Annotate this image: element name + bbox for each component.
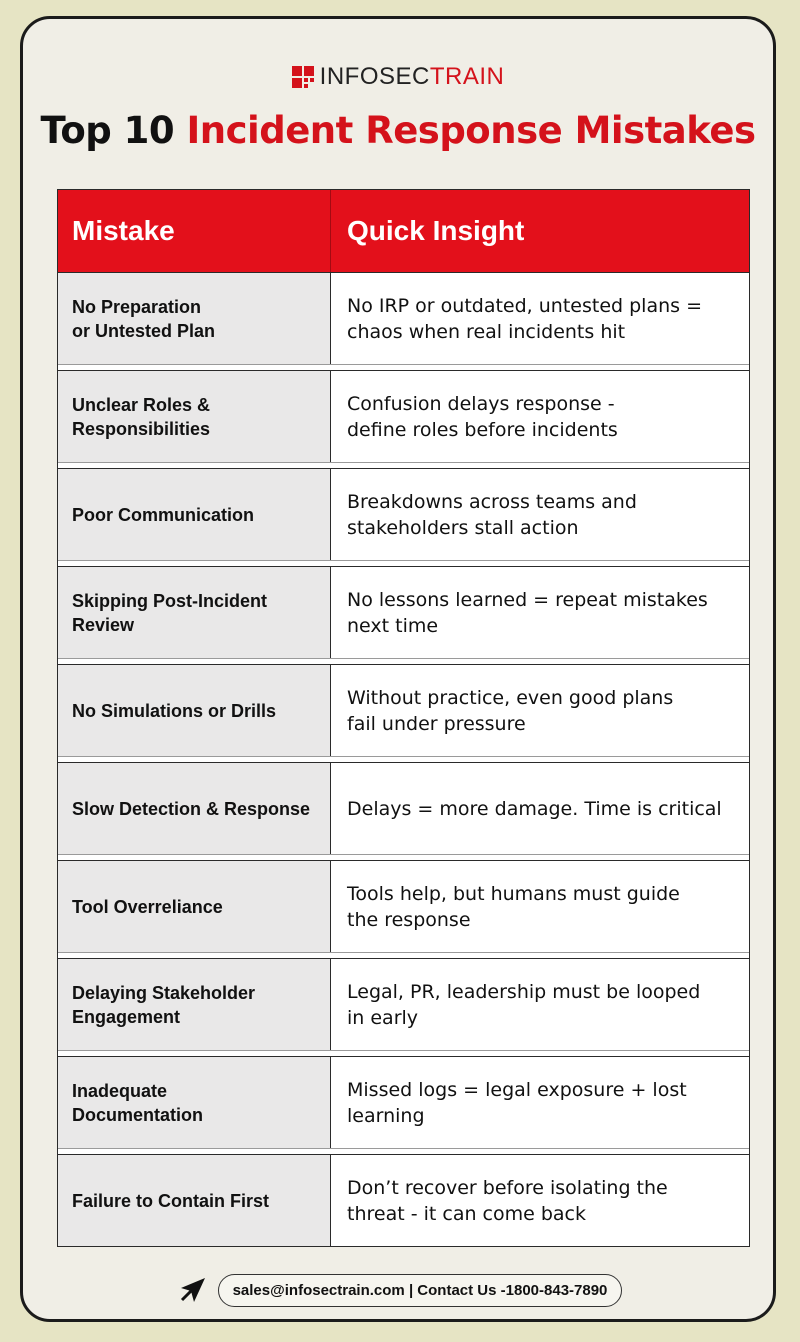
table-body (58, 272, 749, 1246)
mistake-text: Poor Communication (72, 504, 255, 525)
mistake-cell (58, 959, 331, 1050)
mistakes-table (57, 189, 750, 1247)
table-row (58, 1154, 749, 1246)
insight-text: Tools help, but humans must guide the response (347, 882, 680, 931)
table-row (58, 272, 749, 365)
mistake-cell (58, 567, 331, 658)
insight-cell (331, 1155, 749, 1246)
mistake-cell (58, 371, 331, 462)
insight-text: Breakdowns across teams and stakeholders stall action (347, 490, 637, 539)
brand-name-part2: TRAIN (429, 63, 505, 90)
infographic-card (20, 16, 776, 1322)
insight-text: No IRP or outdated, untested plans = chaos when real incidents hit (347, 294, 702, 343)
mistake-cell (58, 763, 331, 854)
footer (0, 1270, 800, 1310)
title-part2: Incident Response Mistakes (186, 109, 756, 152)
mistake-text: Inadequate Documentation (72, 1080, 204, 1125)
insight-text: No lessons learned = repeat mistakes next time (347, 588, 708, 637)
brand-logo (23, 61, 773, 93)
table-row (58, 468, 749, 561)
insight-text: Confusion delays response - define roles before incidents (347, 392, 618, 441)
insight-cell (331, 665, 749, 756)
insight-cell (331, 371, 749, 462)
table-row (58, 860, 749, 953)
mistake-text: Failure to Contain First (72, 1190, 270, 1211)
mistake-cell (58, 273, 331, 364)
table-row (58, 370, 749, 463)
insight-text: Without practice, even good plans fail under pressure (347, 686, 674, 735)
insight-text: Legal, PR, leadership must be looped in early (347, 980, 701, 1029)
mistake-cell (58, 1155, 331, 1246)
mistake-text: Skipping Post-Incident Review (72, 590, 268, 635)
mistake-cell (58, 1057, 331, 1148)
mistake-text: Tool Overreliance (72, 896, 223, 917)
insight-text: Delays = more damage. Time is critical (347, 797, 722, 820)
insight-cell (331, 1057, 749, 1148)
insight-text: Don’t recover before isolating the threat - it can come back (347, 1176, 668, 1225)
mistake-text: Unclear Roles & Responsibilities (72, 394, 211, 439)
send-arrow-icon (178, 1275, 208, 1305)
table-row (58, 958, 749, 1051)
title-part1: Top 10 (40, 109, 175, 152)
insight-cell (331, 567, 749, 658)
table-row (58, 664, 749, 757)
table-row (58, 762, 749, 855)
brand-name (320, 63, 505, 91)
contact-pill[interactable]: sales@infosectrain.com | Contact Us -1800-843-7890 (218, 1274, 623, 1307)
mistake-text: No Preparation or Untested Plan (72, 296, 216, 341)
mistake-text: Slow Detection & Response (72, 798, 311, 819)
mistake-cell (58, 861, 331, 952)
header-mistake: Mistake (58, 190, 331, 272)
mistake-text: Delaying Stakeholder Engagement (72, 982, 256, 1027)
brand-name-part1: INFOSEC (319, 63, 430, 90)
table-row (58, 1056, 749, 1149)
mistake-text: No Simulations or Drills (72, 700, 277, 721)
table-row (58, 566, 749, 659)
insight-cell (331, 959, 749, 1050)
table-header (58, 190, 749, 272)
mistake-cell (58, 665, 331, 756)
insight-text: Missed logs = legal exposure + lost learning (347, 1078, 687, 1127)
insight-cell (331, 763, 749, 854)
insight-cell (331, 469, 749, 560)
header-insight: Quick Insight (347, 215, 525, 246)
logo-icon (292, 66, 314, 88)
insight-cell (331, 861, 749, 952)
insight-cell (331, 273, 749, 364)
page-title (23, 109, 773, 152)
mistake-cell (58, 469, 331, 560)
